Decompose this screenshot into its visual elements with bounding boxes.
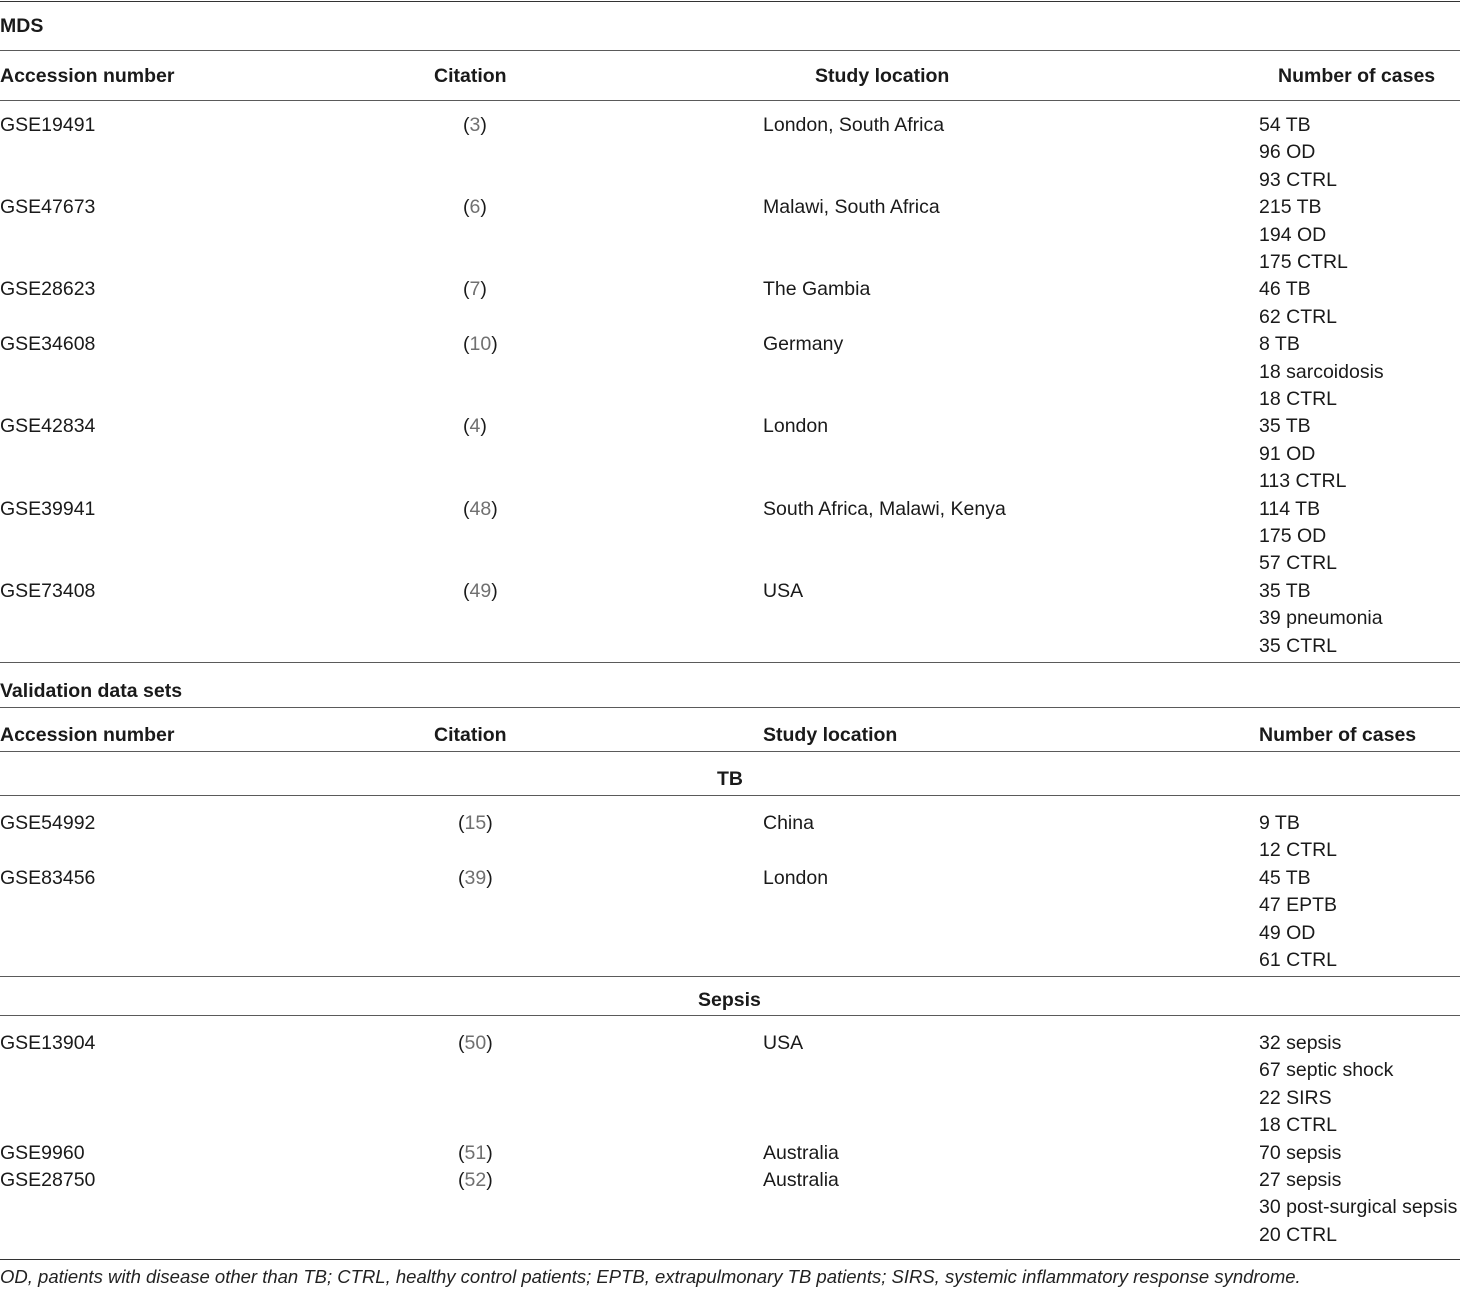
citation-link[interactable]: 3 — [469, 114, 481, 136]
citation-cell[interactable] — [463, 331, 498, 358]
citation-link[interactable]: 7 — [469, 278, 481, 301]
citation-open-paren: ( — [463, 415, 470, 438]
citation-open-paren: ( — [458, 812, 465, 834]
mds-section-title: MDS — [0, 15, 44, 37]
citation-close-paren: ) — [480, 114, 487, 136]
case-count: 54 TB — [1259, 114, 1311, 136]
validation-header-cases: Number of cases — [1259, 724, 1417, 746]
number-of-cases-cell — [1259, 413, 1346, 495]
case-count: 91 OD — [1259, 442, 1316, 465]
citation-link[interactable]: 6 — [469, 196, 481, 219]
case-count: 18 sarcoidosis — [1259, 360, 1384, 383]
citation-open-paren: ( — [458, 866, 465, 889]
study-location-cell: London, South Africa — [763, 114, 945, 136]
validation-title-rule — [0, 707, 1460, 708]
accession-number-cell: GSE28623 — [0, 278, 96, 301]
citation-open-paren: ( — [458, 1169, 465, 1191]
study-location-cell: The Gambia — [763, 278, 871, 301]
citation-link[interactable]: 51 — [464, 1141, 487, 1164]
citation-open-paren: ( — [458, 1141, 465, 1164]
citation-close-paren: ) — [486, 1032, 493, 1054]
accession-number-cell: GSE54992 — [0, 812, 96, 834]
accession-number-cell: GSE9960 — [0, 1141, 85, 1164]
citation-close-paren: ) — [491, 333, 498, 356]
tb-bottom-rule — [0, 976, 1460, 977]
accession-number-cell: GSE19491 — [0, 114, 96, 136]
case-count: 61 CTRL — [1259, 948, 1338, 971]
citation-close-paren: ) — [480, 196, 487, 219]
group-label-tb: TB — [717, 768, 743, 790]
mds-bottom-rule — [0, 662, 1460, 663]
case-count: 194 OD — [1259, 223, 1327, 246]
validation-section-title: Validation data sets — [0, 680, 183, 702]
case-count: 96 OD — [1259, 141, 1316, 164]
citation-close-paren: ) — [480, 415, 487, 438]
number-of-cases-cell — [1259, 496, 1337, 578]
number-of-cases-cell — [1259, 865, 1337, 975]
citation-cell[interactable] — [463, 112, 487, 139]
validation-header-citation: Citation — [434, 724, 507, 746]
number-of-cases-cell — [1259, 1140, 1341, 1167]
group-label-sepsis: Sepsis — [698, 989, 761, 1011]
table-top-rule — [0, 1, 1460, 2]
case-count: 175 OD — [1259, 524, 1327, 547]
citation-link[interactable]: 4 — [469, 415, 481, 438]
citation-cell[interactable] — [458, 810, 493, 837]
case-count: 45 TB — [1259, 866, 1311, 889]
case-count: 57 CTRL — [1259, 552, 1338, 575]
table-footnote: OD, patients with disease other than TB; CTRL, healthy control patients; EPTB, extrapulmonary TB patients; SIRS, systemic inflammatory response syndrome. — [0, 1266, 1301, 1287]
case-count: 67 septic shock — [1259, 1059, 1394, 1082]
citation-close-paren: ) — [480, 278, 487, 301]
case-count: 114 TB — [1259, 497, 1321, 520]
validation-header-rule — [0, 751, 1460, 752]
case-count: 46 TB — [1259, 278, 1311, 301]
accession-number-cell: GSE39941 — [0, 497, 96, 520]
citation-cell[interactable] — [458, 1140, 493, 1167]
citation-open-paren: ( — [463, 278, 470, 301]
case-count: 35 TB — [1259, 415, 1311, 438]
study-location-cell: China — [763, 812, 814, 834]
study-location-cell: Malawi, South Africa — [763, 196, 940, 219]
number-of-cases-cell — [1259, 194, 1348, 276]
accession-number-cell: GSE13904 — [0, 1032, 96, 1054]
case-count: 30 post-surgical sepsis — [1259, 1196, 1458, 1219]
citation-cell[interactable] — [463, 276, 487, 303]
case-count: 62 CTRL — [1259, 305, 1338, 328]
validation-header-location: Study location — [763, 724, 898, 746]
citation-link[interactable]: 48 — [469, 497, 492, 520]
case-count: 175 CTRL — [1259, 250, 1348, 273]
case-count: 9 TB — [1259, 812, 1300, 834]
citation-open-paren: ( — [463, 333, 470, 356]
table-bottom-rule — [0, 1259, 1460, 1260]
mds-title-rule — [0, 50, 1460, 51]
citation-cell[interactable] — [463, 578, 498, 605]
citation-link[interactable]: 49 — [469, 579, 492, 602]
citation-cell[interactable] — [458, 1030, 493, 1057]
citation-cell[interactable] — [463, 194, 487, 221]
citation-open-paren: ( — [458, 1032, 465, 1054]
study-location-cell: USA — [763, 1032, 804, 1054]
citation-link[interactable]: 15 — [464, 812, 487, 834]
sepsis-group-rule — [0, 1015, 1460, 1016]
mds-header-rule — [0, 100, 1460, 101]
tb-group-rule — [0, 795, 1460, 796]
study-location-cell: USA — [763, 579, 804, 602]
citation-open-paren: ( — [463, 196, 470, 219]
mds-header-location: Study location — [815, 65, 950, 87]
accession-number-cell: GSE28750 — [0, 1169, 96, 1191]
citation-open-paren: ( — [463, 497, 470, 520]
case-count: 93 CTRL — [1259, 168, 1338, 191]
number-of-cases-cell — [1259, 1030, 1393, 1140]
citation-link[interactable]: 50 — [464, 1032, 487, 1054]
citation-cell[interactable] — [463, 496, 498, 523]
study-location-cell: South Africa, Malawi, Kenya — [763, 497, 1006, 520]
case-count: 39 pneumonia — [1259, 607, 1383, 630]
citation-close-paren: ) — [491, 579, 498, 602]
case-count: 20 CTRL — [1259, 1223, 1338, 1246]
case-count: 47 EPTB — [1259, 894, 1338, 917]
citation-close-paren: ) — [486, 812, 493, 834]
number-of-cases-cell — [1259, 276, 1337, 331]
case-count: 18 CTRL — [1259, 387, 1338, 410]
citation-cell[interactable] — [463, 413, 487, 440]
number-of-cases-cell — [1259, 1167, 1457, 1249]
citation-open-paren: ( — [463, 579, 470, 602]
citation-open-paren: ( — [463, 114, 470, 136]
citation-close-paren: ) — [486, 1141, 493, 1164]
study-location-cell: Australia — [763, 1141, 839, 1164]
study-location-cell: Germany — [763, 333, 844, 356]
case-count: 113 CTRL — [1259, 470, 1347, 493]
accession-number-cell: GSE42834 — [0, 415, 96, 438]
citation-link[interactable]: 39 — [464, 866, 487, 889]
case-count: 35 CTRL — [1259, 634, 1338, 657]
case-count: 35 TB — [1259, 579, 1311, 602]
case-count: 12 CTRL — [1259, 839, 1338, 862]
accession-number-cell: GSE83456 — [0, 866, 96, 889]
citation-link[interactable]: 52 — [464, 1169, 487, 1191]
citation-link[interactable]: 10 — [469, 333, 492, 356]
case-count: 8 TB — [1259, 333, 1300, 356]
citation-cell[interactable] — [458, 865, 493, 892]
accession-number-cell: GSE34608 — [0, 333, 96, 356]
case-count: 70 sepsis — [1259, 1141, 1342, 1164]
number-of-cases-cell — [1259, 578, 1383, 660]
accession-number-cell: GSE47673 — [0, 196, 96, 219]
mds-header-accession: Accession number — [0, 65, 175, 87]
case-count: 49 OD — [1259, 921, 1316, 944]
case-count: 18 CTRL — [1259, 1114, 1338, 1137]
study-location-cell: London — [763, 866, 829, 889]
study-location-cell: Australia — [763, 1169, 839, 1191]
case-count: 215 TB — [1259, 196, 1322, 219]
study-location-cell: London — [763, 415, 829, 438]
citation-close-paren: ) — [486, 1169, 493, 1191]
mds-header-cases: Number of cases — [1278, 65, 1436, 87]
validation-header-accession: Accession number — [0, 724, 175, 746]
citation-close-paren: ) — [491, 497, 498, 520]
number-of-cases-cell — [1259, 112, 1337, 194]
case-count: 22 SIRS — [1259, 1086, 1332, 1109]
citation-cell[interactable] — [458, 1167, 493, 1194]
case-count: 27 sepsis — [1259, 1169, 1342, 1191]
number-of-cases-cell — [1259, 331, 1384, 413]
citation-close-paren: ) — [486, 866, 493, 889]
case-count: 32 sepsis — [1259, 1032, 1342, 1054]
number-of-cases-cell — [1259, 810, 1337, 865]
accession-number-cell: GSE73408 — [0, 579, 96, 602]
mds-header-citation: Citation — [434, 65, 507, 87]
